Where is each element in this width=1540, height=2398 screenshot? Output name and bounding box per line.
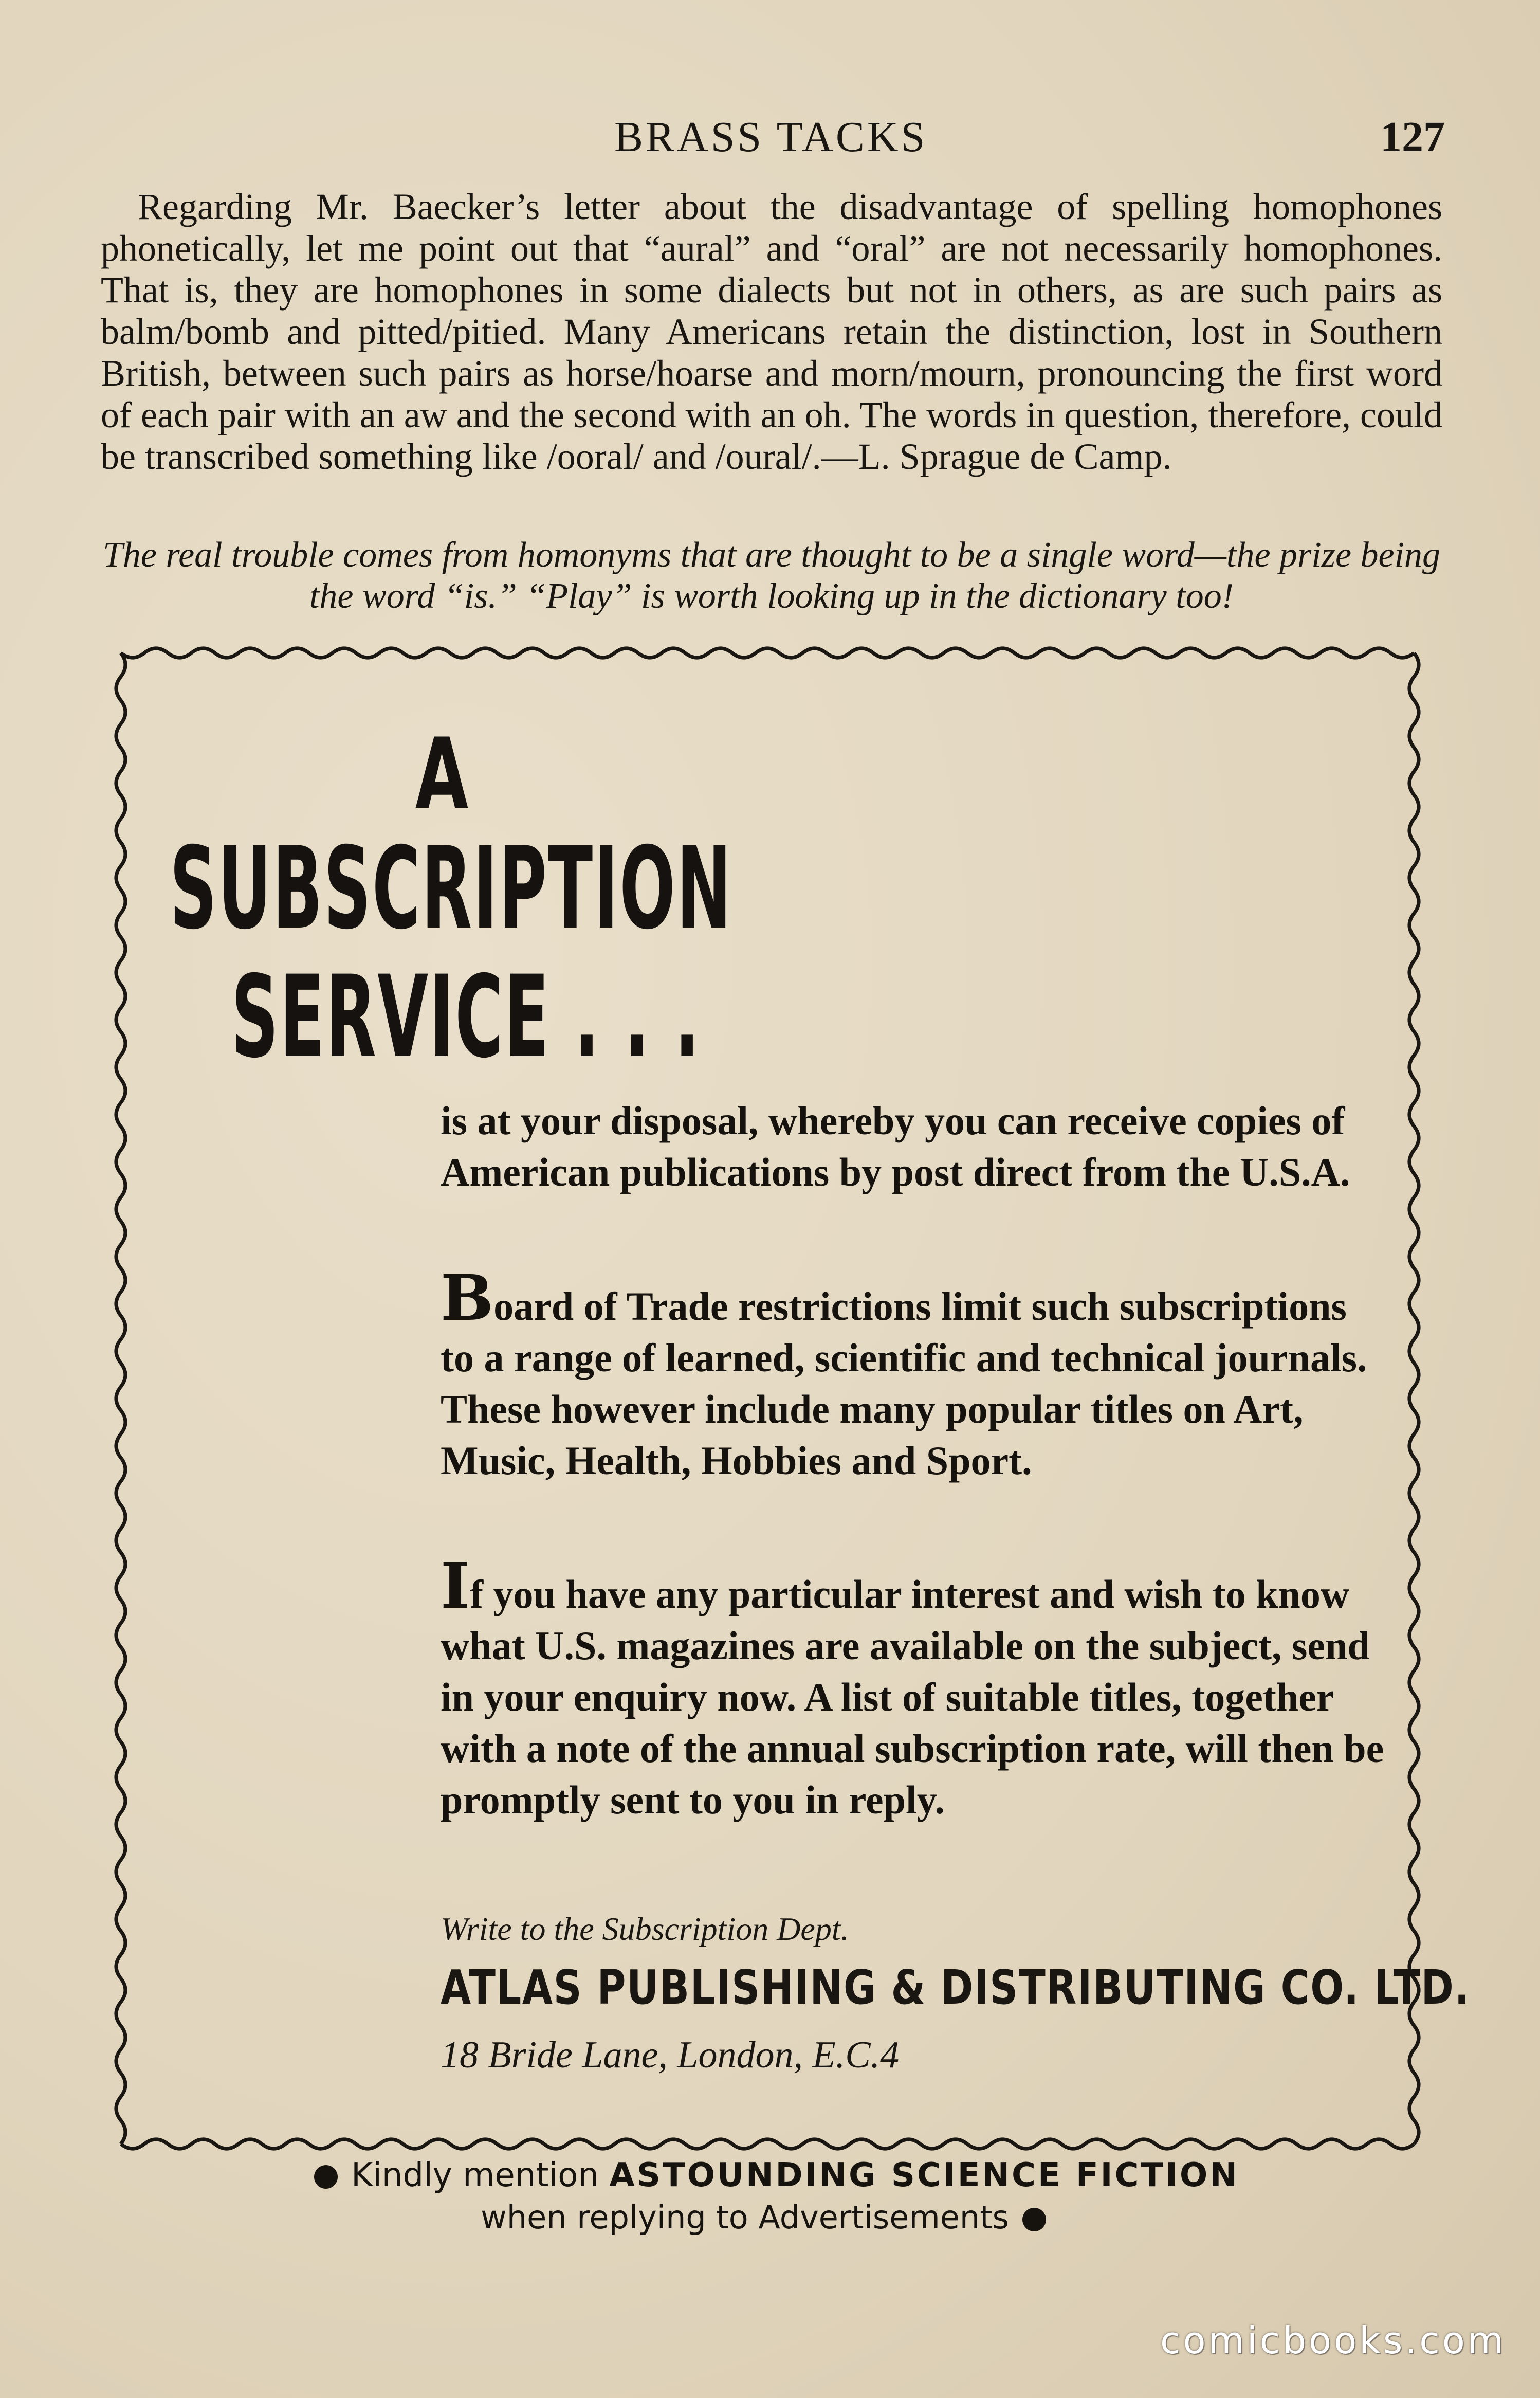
- reader-letter: Regarding Mr. Baecker’s letter about the disadvantage of spelling homophones phonetically, let me point out that “aural” and “oral” are not necessarily homophones. That is, they are homophones in some dialects but not in others, as are such pairs as balm/bomb and pitted/pitied. Many Americans retain the distinction, lost in Southern British, between such pairs as horse/hoarse and morn/mourn, pronouncing the first word of each pair with an aw and the second with an oh. The words in question, therefore, could be transcribed something like /ooral/ and /oural/.—L. Sprague de Camp.: [101, 186, 1442, 477]
- company-name: ATLAS PUBLISHING & DISTRIBUTING CO. LTD.: [441, 1960, 1471, 2015]
- footer-notice: [0, 2154, 1540, 2239]
- ad-paragraph-enquiry-text: f you have any particular interest and wish to know what U.S. magazines are available on the subject, send in your enquiry now. A list of suitable titles, together with a note of the annual subscription rate, will then be promptly sent to you in reply.: [441, 1572, 1384, 1822]
- dropcap-i: I: [441, 1549, 470, 1623]
- write-to-line: Write to the Subscription Dept.: [441, 1911, 849, 1947]
- ad-paragraph-intro: is at your disposal, whereby you can receive copies of American publications by post direct from the U.S.A.: [441, 1098, 1350, 1194]
- section-title: BRASS TACKS: [614, 113, 928, 161]
- editor-reply: The real trouble comes from homonyms that are thought to be a single word—the prize being the word “is.” “Play” is worth looking up in the dictionary too!: [102, 535, 1441, 616]
- wavy-border-edge: [1409, 653, 1419, 2144]
- wavy-border-edge: [121, 2139, 1414, 2149]
- footer-line-1: [0, 2154, 1540, 2196]
- footer-line-2: [0, 2196, 1540, 2239]
- ad-headline-service: SERVICE . . .: [231, 951, 701, 1083]
- footer-replying-text: when replying to Advertisements: [481, 2199, 1009, 2236]
- wavy-border-edge: [121, 648, 1414, 658]
- ad-headline-subscription: SUBSCRIPTION: [170, 823, 733, 954]
- magazine-name: ASTOUNDING SCIENCE FICTION: [609, 2156, 1239, 2194]
- page-number: 127: [1380, 113, 1445, 161]
- company-address: 18 Bride Lane, London, E.C.4: [441, 2034, 900, 2076]
- running-head: [0, 112, 1540, 169]
- footer-prefix: Kindly mention: [351, 2156, 599, 2194]
- dropcap-b: B: [441, 1261, 494, 1335]
- ad-headline-a: A: [415, 717, 468, 831]
- bullet-icon: [1022, 2208, 1046, 2231]
- ad-paragraph-board-of-trade: [441, 1261, 1386, 1486]
- watermark: comicbooks.com: [1160, 2319, 1506, 2362]
- ad-paragraph-board-text: oard of Trade restrictions limit such subscriptions to a range of learned, scientific and technical journals. These however include many popular titles on Art, Music, Health, Hobbies and Sport.: [441, 1284, 1367, 1483]
- wavy-border-edge: [116, 653, 125, 2144]
- ad-paragraph-enquiry: [441, 1549, 1386, 1826]
- bullet-icon: [314, 2165, 338, 2189]
